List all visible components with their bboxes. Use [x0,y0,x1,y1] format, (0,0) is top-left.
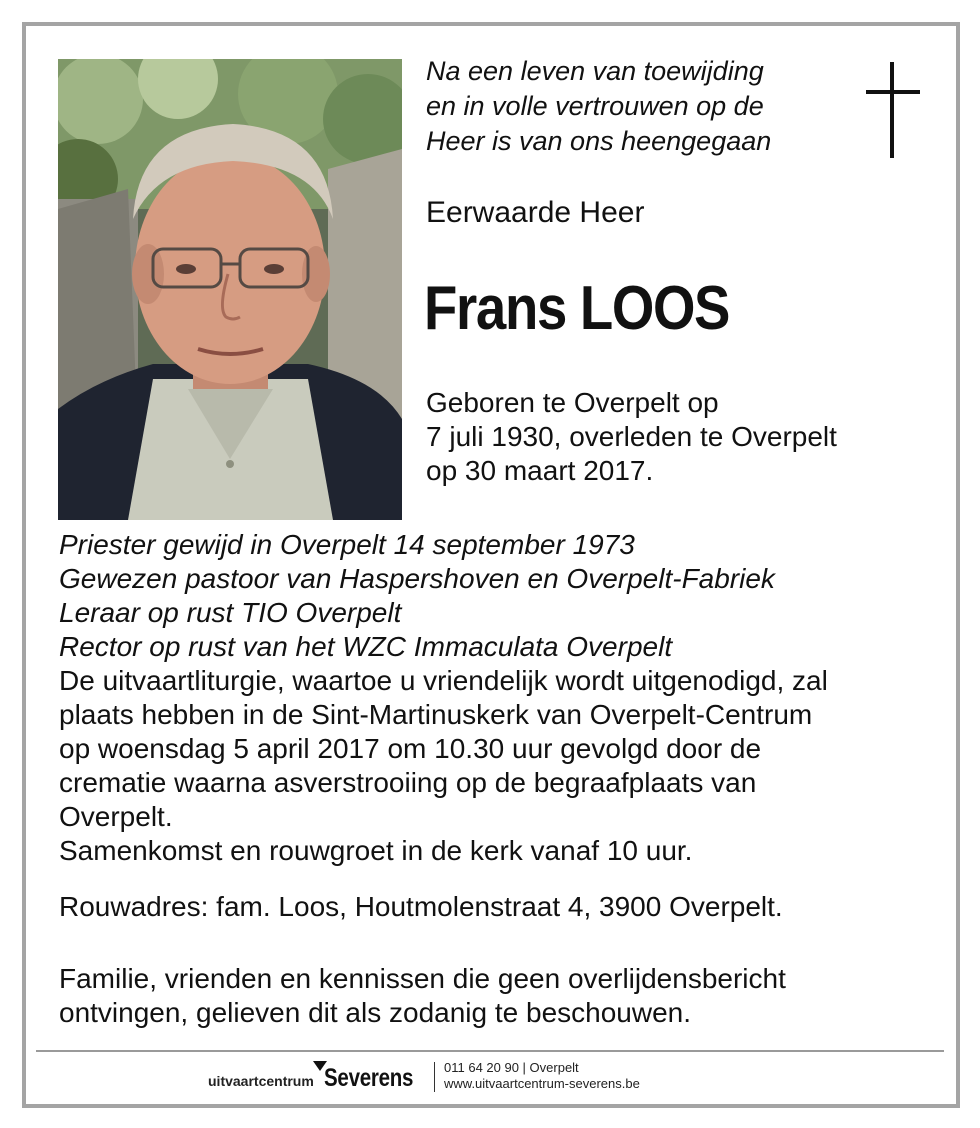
funeral-line: De uitvaartliturgie, waartoe u vriendelijk wordt uitgenodigd, zal [59,665,828,696]
role-line: Priester gewijd in Overpelt 14 september 1973 [59,529,635,560]
role-line: Gewezen pastoor van Haspershoven en Overpelt-Fabriek [59,563,775,594]
mourning-address: Rouwadres: fam. Loos, Houtmolenstraat 4, 3900 Overpelt. [59,891,783,922]
funeral-line: op woensdag 5 april 2017 om 10.30 uur gevolgd door de [59,733,762,764]
closing-line: ontvingen, gelieven dit als zodanig te beschouwen. [59,997,691,1028]
cross-icon [864,62,924,167]
funeral-line: Overpelt. [59,801,173,832]
funeral-line: plaats hebben in de Sint-Martinuskerk van Overpelt-Centrum [59,699,813,730]
intro-line: en in volle vertrouwen op de [426,91,764,121]
contact-info [444,1060,640,1092]
funeral-details [59,664,828,1030]
website-link[interactable]: www.uitvaartcentrum-severens.be [444,1076,640,1091]
phone-line: 011 64 20 90 | Overpelt [444,1060,579,1075]
role-line: Leraar op rust TIO Overpelt [59,597,402,628]
portrait-photo [58,59,402,520]
role-line: Rector op rust van het WZC Immaculata Overpelt [59,631,673,662]
intro-line: Na een leven van toewijding [426,56,764,86]
brand-name: Severens [324,1064,414,1092]
deceased-name: Frans LOOS [424,274,730,343]
birth-line: op 30 maart 2017. [426,455,654,486]
birth-line: Geboren te Overpelt op [426,387,719,418]
birth-line: 7 juli 1930, overleden te Overpelt [426,421,837,452]
footer-divider [36,1050,944,1052]
footer [0,1056,980,1096]
funeral-line: Samenkomst en rouwgroet in de kerk vanaf 10 uur. [59,835,693,866]
roles-list [59,528,775,664]
footer-separator [434,1062,435,1092]
birth-death-info [426,386,837,488]
intro-line: Heer is van ons heengegaan [426,126,772,156]
honorific: Eerwaarde Heer [426,196,645,229]
funeral-line: crematie waarna asverstrooiing op de begraafplaats van [59,767,757,798]
brand-prefix: uitvaartcentrum [208,1073,314,1089]
closing-line: Familie, vrienden en kennissen die geen overlijdensbericht [59,963,786,994]
intro-text [426,54,771,159]
